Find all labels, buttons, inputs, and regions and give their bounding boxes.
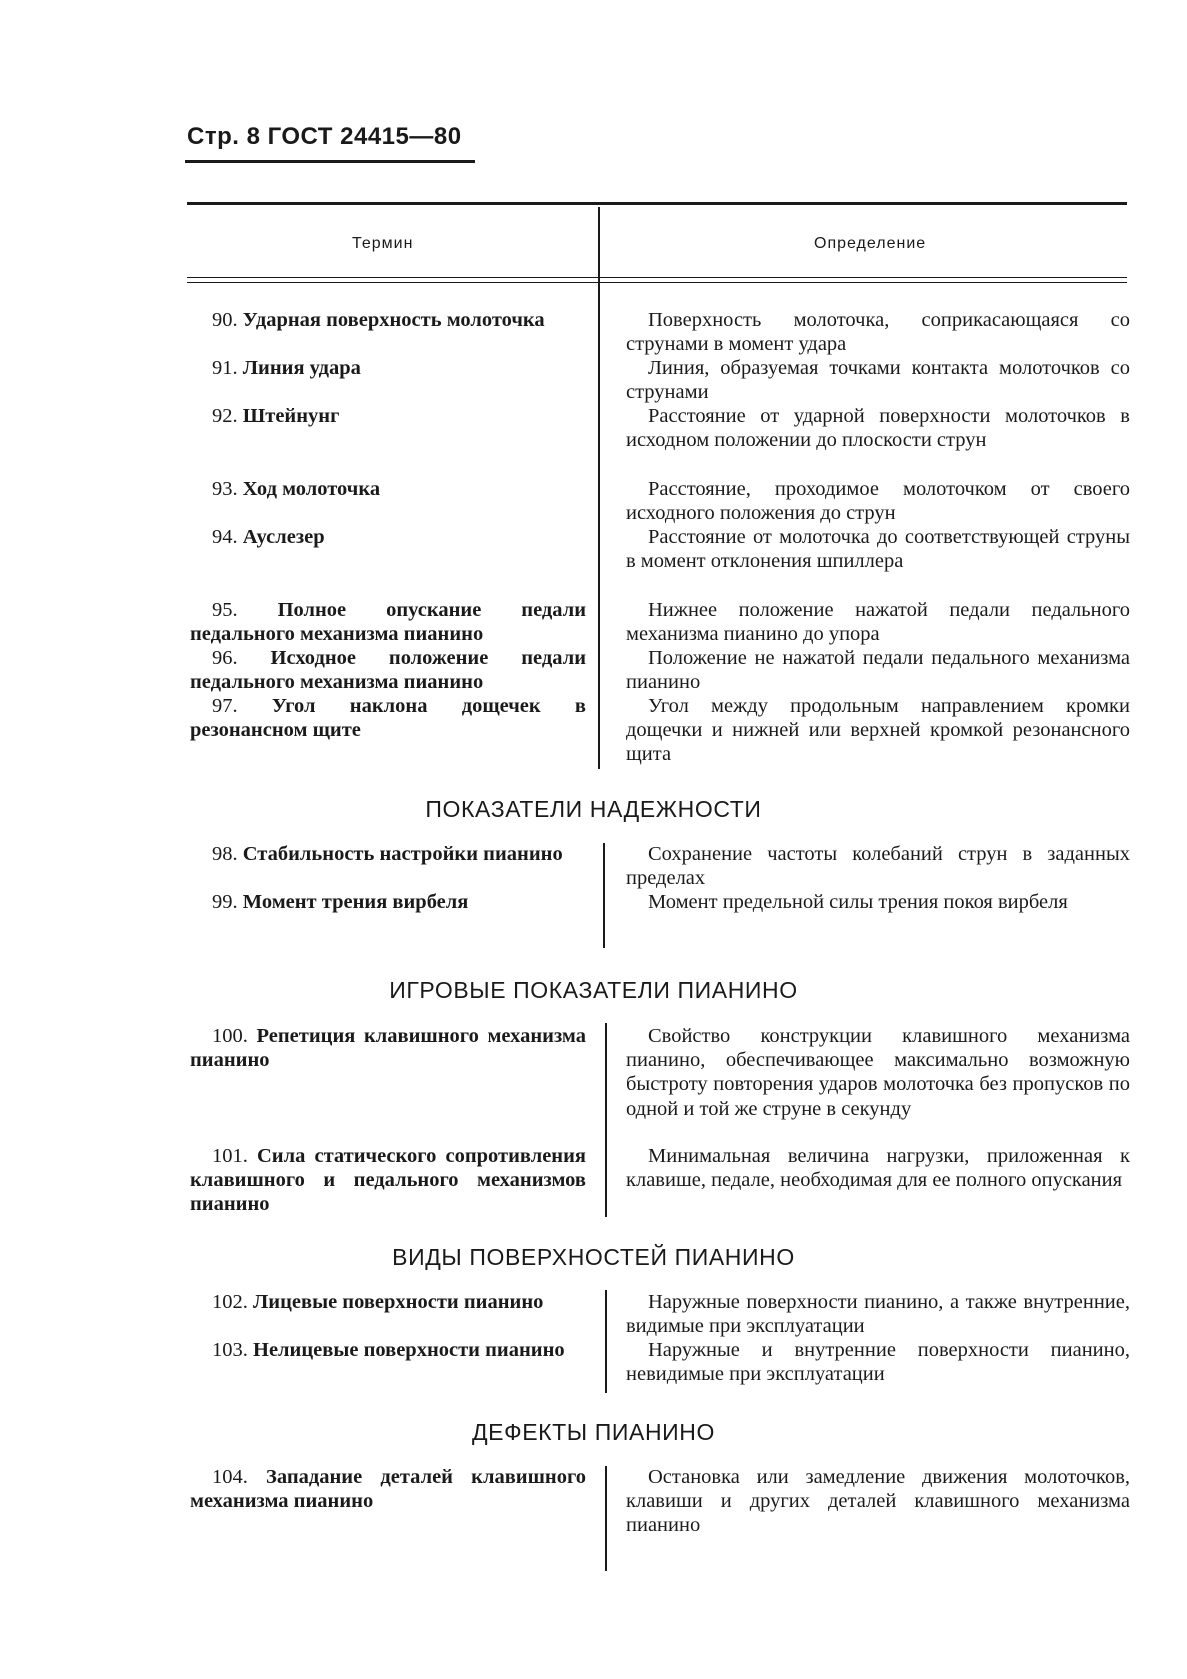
term-cell: 97. Угол наклона дощечек в резонансном щите [190, 695, 586, 742]
column-header-term: Термин [352, 235, 414, 252]
definition-cell: Поверхность молоточка, соприкасающаяся со струнами в момент удара [626, 309, 1130, 356]
page-header [187, 123, 462, 151]
column-header-definition: Определение [814, 235, 927, 252]
term-cell: 93. Ход молоточка [212, 478, 381, 500]
term-cell: 92. Штейнунг [212, 405, 340, 427]
definition-cell: Свойство конструкции клавишного механизма пианино, обеспечивающее максимально возможную быстроту повторения ударов молоточка без пропусков по одной и той же струне в секунду [626, 1025, 1130, 1120]
definition-cell: Минимальная величина нагрузки, приложенная к клавише, педале, необходимая для ее полного опускания [626, 1145, 1130, 1192]
term-cell: 104. Западание деталей клавишного механизма пианино [190, 1466, 586, 1513]
section-heading: ВИДЫ ПОВЕРХНОСТЕЙ ПИАНИНО [392, 1244, 795, 1270]
definition-cell: Наружные и внутренние поверхности пианино, невидимые при эксплуатации [626, 1339, 1130, 1386]
section-heading: ПОКАЗАТЕЛИ НАДЕЖНОСТИ [425, 796, 762, 822]
header-rule [187, 277, 1127, 278]
term-cell: 98. Стабильность настройки пианино [212, 843, 563, 865]
column-divider [598, 207, 600, 769]
header-underline [185, 160, 475, 163]
term-cell: 100. Репетиция клавишного механизма пианино [190, 1025, 586, 1072]
term-cell: 102. Лицевые поверхности пианино [212, 1291, 544, 1313]
definition-cell: Момент предельной силы трения покоя вирбеля [648, 891, 1068, 913]
column-divider [605, 1023, 607, 1217]
definition-cell: Остановка или замедление движения молоточков, клавиши и других деталей клавишного механизма пианино [626, 1466, 1130, 1537]
definition-cell: Расстояние, проходимое молоточком от своего исходного положения до струн [626, 478, 1130, 525]
definition-cell: Сохранение частоты колебаний струн в заданных пределах [626, 843, 1130, 890]
section-heading: ДЕФЕКТЫ ПИАНИНО [472, 1419, 715, 1445]
term-cell: 96. Исходное положение педали педального механизма пианино [190, 647, 587, 694]
term-cell: 95. Полное опускание педали педального механизма пианино [190, 599, 587, 646]
term-cell: 103. Нелицевые поверхности пианино [212, 1339, 565, 1361]
definition-cell: Линия, образуемая точками контакта молоточков со струнами [626, 357, 1130, 404]
term-cell: 94. Ауслезер [212, 526, 325, 548]
definition-cell: Нижнее положение нажатой педали педального механизма пианино до упора [626, 599, 1130, 646]
section-heading: ИГРОВЫЕ ПОКАЗАТЕЛИ ПИАНИНО [389, 977, 798, 1003]
definition-cell: Расстояние от ударной поверхности молоточков в исходном положении до плоскости струн [626, 405, 1130, 452]
page-header-text: Стр. 8 ГОСТ 24415—80 [187, 123, 462, 150]
column-divider [605, 1290, 607, 1393]
definition-cell: Наружные поверхности пианино, а также внутренние, видимые при эксплуатации [626, 1291, 1130, 1338]
definition-cell: Расстояние от молоточка до соответствующей струны в момент отклонения шпиллера [626, 526, 1130, 573]
definition-cell: Положение не нажатой педали педального механизма пианино [626, 647, 1130, 694]
term-cell: 91. Линия удара [212, 357, 361, 379]
definition-cell: Угол между продольным направлением кромки дощечки и нижней или верхней кромкой резонансного щита [626, 695, 1130, 766]
term-cell: 101. Сила статического сопротивления клавишного и педального механизмов пианино [190, 1145, 587, 1216]
column-divider [603, 843, 605, 948]
term-cell: 90. Ударная поверхность молоточка [212, 309, 545, 331]
header-rule [187, 282, 1127, 283]
table-top-rule [187, 202, 1127, 205]
column-divider [605, 1466, 607, 1571]
term-cell: 99. Момент трения вирбеля [212, 891, 469, 913]
